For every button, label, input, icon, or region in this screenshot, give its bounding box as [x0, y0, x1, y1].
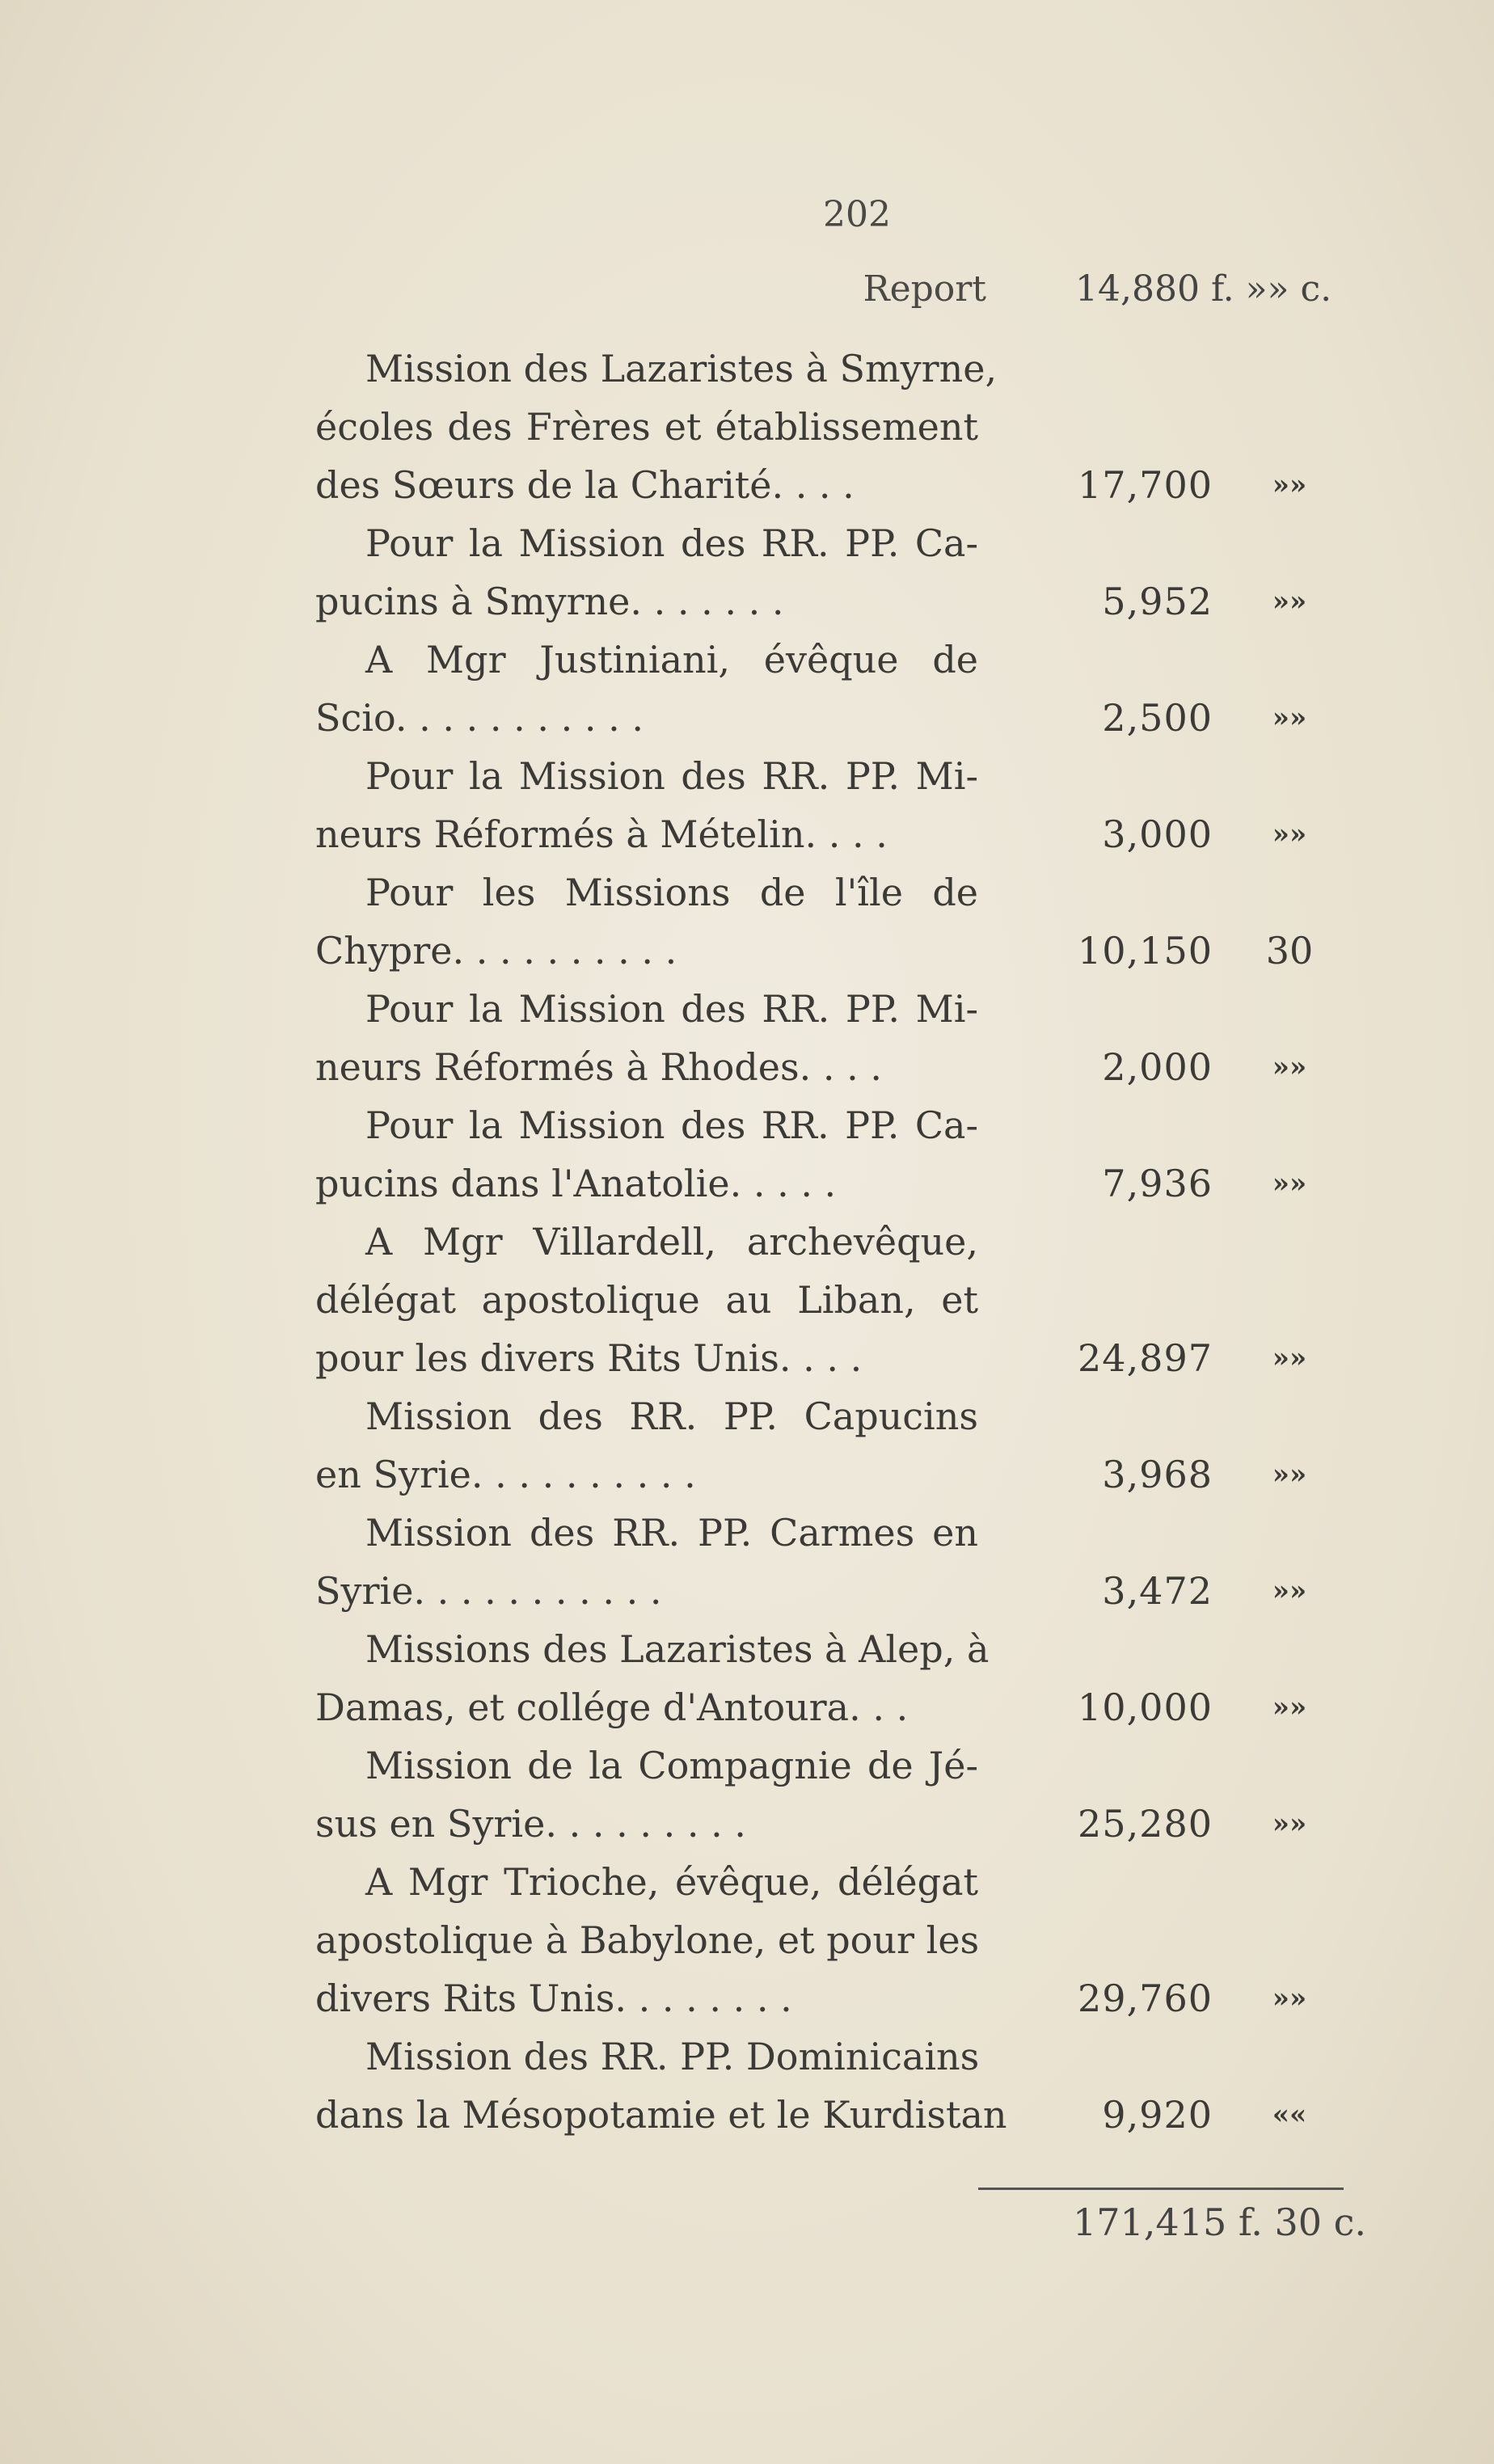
entry-line [315, 631, 1366, 689]
entry-cents: »» [1272, 702, 1307, 734]
list-item [315, 340, 1366, 514]
entry-text: Chypre. . . . . . . . . . [315, 929, 677, 973]
list-item [315, 1736, 1366, 1853]
entry-line [315, 572, 1366, 631]
entry-line [315, 514, 1366, 572]
entry-cents: »» [1272, 818, 1307, 850]
entry-cents: »» [1272, 1167, 1307, 1200]
total-amount: 171,415 f. 30 c. [1072, 2200, 1366, 2244]
entry-line [315, 1620, 1366, 1678]
entry-francs: 2,500 [1102, 696, 1213, 740]
entry-text: des Sœurs de la Charité. . . . [315, 463, 855, 507]
entry-line [315, 747, 1366, 805]
entry-line [315, 805, 1366, 863]
entry-cents: »» [1272, 469, 1307, 501]
entry-text: pucins à Smyrne. . . . . . . [315, 580, 784, 623]
entry-francs: 7,936 [1102, 1162, 1213, 1205]
entry-line [315, 1853, 1366, 1911]
entry-francs: 25,280 [1078, 1802, 1213, 1846]
entry-text: apostolique à Babylone, et pour les [315, 1918, 980, 1962]
entry-cents: »» [1272, 1051, 1307, 1083]
entry-line [315, 1329, 1366, 1387]
list-item [315, 1096, 1366, 1213]
entry-text: neurs Réformés à Mételin. . . . [315, 812, 888, 856]
entry-line [315, 456, 1366, 514]
entry-text: Missions des Lazaristes à Alep, à [365, 1627, 990, 1671]
list-item [315, 514, 1366, 631]
entry-line [315, 1969, 1366, 2027]
list-item [315, 1853, 1366, 2027]
entry-text: Scio. . . . . . . . . . . [315, 696, 644, 740]
entry-text: Pour la Mission des RR. PP. Ca- [365, 521, 978, 565]
entry-text: pucins dans l'Anatolie. . . . . [315, 1162, 837, 1205]
entry-cents: »» [1272, 1342, 1307, 1374]
list-item [315, 1213, 1366, 1387]
entry-francs: 3,968 [1102, 1453, 1213, 1496]
entry-francs: 10,150 [1078, 929, 1213, 973]
entry-text: sus en Syrie. . . . . . . . . [315, 1802, 746, 1846]
entry-line [315, 1911, 1366, 1969]
entry-cents: 30 [1265, 929, 1314, 973]
entry-line [315, 1445, 1366, 1504]
entry-line [315, 398, 1366, 456]
entry-francs: 10,000 [1078, 1686, 1213, 1729]
entry-text: écoles des Frères et établissement [315, 405, 978, 449]
list-item [315, 1504, 1366, 1620]
entry-line [315, 1154, 1366, 1213]
list-item [315, 980, 1366, 1096]
entry-text: Mission des RR. PP. Carmes en [365, 1511, 978, 1555]
list-item [315, 747, 1366, 863]
entry-cents: »» [1272, 1691, 1307, 1724]
report-label: Report [863, 268, 986, 310]
entry-line [315, 1736, 1366, 1795]
entry-line [315, 922, 1366, 980]
entry-text: Mission des Lazaristes à Smyrne, [365, 347, 998, 390]
entry-text: Pour la Mission des RR. PP. Mi- [365, 987, 978, 1031]
entry-text: divers Rits Unis. . . . . . . . [315, 1977, 792, 2020]
entry-francs: 9,920 [1102, 2093, 1213, 2137]
entry-line [315, 1562, 1366, 1620]
entry-line [315, 980, 1366, 1038]
page-number: 202 [823, 194, 891, 235]
entry-cents: »» [1272, 1575, 1307, 1607]
entry-text: en Syrie. . . . . . . . . . [315, 1453, 696, 1496]
entry-francs: 3,472 [1102, 1569, 1213, 1613]
total-rule [978, 2188, 1344, 2190]
entry-line [315, 863, 1366, 922]
entry-line [315, 1271, 1366, 1329]
entry-text: A Mgr Justiniani, évêque de [365, 638, 978, 681]
entry-line [315, 1678, 1366, 1736]
entry-line [315, 1504, 1366, 1562]
entry-text: Pour la Mission des RR. PP. Ca- [365, 1103, 978, 1147]
entry-francs: 2,000 [1102, 1045, 1213, 1089]
entry-line [315, 1387, 1366, 1445]
entry-francs: 5,952 [1102, 580, 1213, 623]
list-item [315, 1620, 1366, 1736]
list-item [315, 863, 1366, 980]
entry-text: Mission des RR. PP. Capucins [365, 1394, 978, 1438]
entry-francs: 3,000 [1102, 812, 1213, 856]
entry-line [315, 689, 1366, 747]
entry-line [315, 2086, 1366, 2144]
report-amount: 14,880 f. »» c. [1075, 268, 1332, 310]
entry-line [315, 340, 1366, 398]
list-item [315, 1387, 1366, 1504]
entry-cents: «« [1272, 2099, 1307, 2131]
entry-cents: »» [1272, 1982, 1307, 2015]
entry-text: Damas, et collége d'Antoura. . . [315, 1686, 909, 1729]
entry-cents: »» [1272, 1808, 1307, 1840]
entry-text: pour les divers Rits Unis. . . . [315, 1336, 863, 1380]
entry-text: Mission des RR. PP. Dominicains [365, 2035, 980, 2078]
entry-line [315, 2027, 1366, 2086]
entry-text: Syrie. . . . . . . . . . . [315, 1569, 662, 1613]
entry-line [315, 1038, 1366, 1096]
entry-line [315, 1096, 1366, 1154]
entry-cents: »» [1272, 1458, 1307, 1491]
entry-text: délégat apostolique au Liban, et [315, 1278, 978, 1322]
entry-francs: 29,760 [1078, 1977, 1213, 2020]
entry-text: Mission de la Compagnie de Jé- [365, 1744, 978, 1787]
entry-cents: »» [1272, 585, 1307, 618]
entry-text: neurs Réformés à Rhodes. . . . [315, 1045, 882, 1089]
entry-text: Pour les Missions de l'île de [365, 871, 978, 914]
list-item [315, 2027, 1366, 2144]
entry-line [315, 1795, 1366, 1853]
entry-text: dans la Mésopotamie et le Kurdistan [315, 2093, 1007, 2137]
entry-text: A Mgr Villardell, archevêque, [365, 1220, 978, 1264]
entry-line [315, 1213, 1366, 1271]
list-item [315, 631, 1366, 747]
entry-francs: 24,897 [1078, 1336, 1213, 1380]
entry-francs: 17,700 [1078, 463, 1213, 507]
entry-text: Pour la Mission des RR. PP. Mi- [365, 754, 978, 798]
entry-text: A Mgr Trioche, évêque, délégat [365, 1860, 978, 1904]
